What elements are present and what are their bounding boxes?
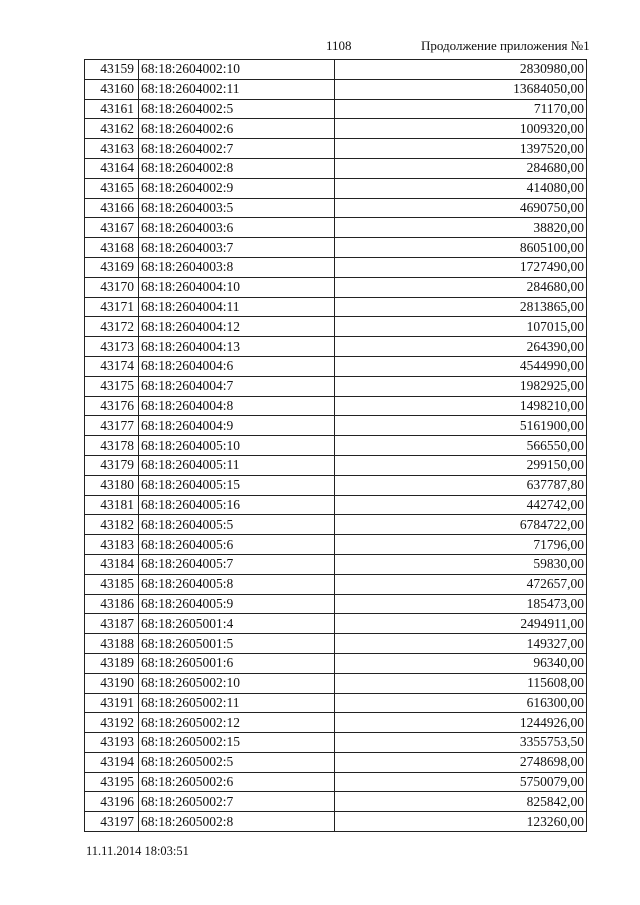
table-row xyxy=(85,673,587,693)
cadastral-value-cell: 264390,00 xyxy=(335,337,587,357)
row-number-cell: 43188 xyxy=(85,634,139,654)
table-row xyxy=(85,436,587,456)
table-row xyxy=(85,594,587,614)
cadastral-number-cell: 68:18:2604005:15 xyxy=(139,475,335,495)
cadastral-number-cell: 68:18:2605001:4 xyxy=(139,614,335,634)
row-number-cell: 43184 xyxy=(85,554,139,574)
row-number-cell: 43163 xyxy=(85,139,139,159)
cadastral-number-cell: 68:18:2604005:8 xyxy=(139,574,335,594)
row-number-cell: 43197 xyxy=(85,812,139,832)
cadastral-value-cell: 414080,00 xyxy=(335,178,587,198)
cadastral-value-cell: 284680,00 xyxy=(335,277,587,297)
cadastral-value-cell: 115608,00 xyxy=(335,673,587,693)
cadastral-value-cell: 3355753,50 xyxy=(335,733,587,753)
cadastral-number-cell: 68:18:2604002:9 xyxy=(139,178,335,198)
print-timestamp: 11.11.2014 18:03:51 xyxy=(86,844,189,858)
table-row xyxy=(85,535,587,555)
table-row xyxy=(85,792,587,812)
cadastral-number-cell: 68:18:2604005:10 xyxy=(139,436,335,456)
cadastral-number-cell: 68:18:2605002:11 xyxy=(139,693,335,713)
row-number-cell: 43171 xyxy=(85,297,139,317)
cadastral-number-cell: 68:18:2604003:8 xyxy=(139,257,335,277)
table-row xyxy=(85,554,587,574)
table-row xyxy=(85,752,587,772)
cadastral-value-cell: 8605100,00 xyxy=(335,238,587,258)
table-row xyxy=(85,376,587,396)
row-number-cell: 43170 xyxy=(85,277,139,297)
cadastral-number-cell: 68:18:2604003:5 xyxy=(139,198,335,218)
row-number-cell: 43183 xyxy=(85,535,139,555)
cadastral-value-cell: 5750079,00 xyxy=(335,772,587,792)
table-row xyxy=(85,634,587,654)
cadastral-value-cell: 825842,00 xyxy=(335,792,587,812)
cadastral-number-cell: 68:18:2604004:11 xyxy=(139,297,335,317)
row-number-cell: 43189 xyxy=(85,653,139,673)
table-body xyxy=(85,60,587,832)
cadastral-value-cell: 442742,00 xyxy=(335,495,587,515)
cadastral-value-cell: 2830980,00 xyxy=(335,60,587,80)
cadastral-number-cell: 68:18:2604004:8 xyxy=(139,396,335,416)
table-row xyxy=(85,218,587,238)
cadastral-value-cell: 59830,00 xyxy=(335,554,587,574)
row-number-cell: 43195 xyxy=(85,772,139,792)
row-number-cell: 43166 xyxy=(85,198,139,218)
row-number-cell: 43165 xyxy=(85,178,139,198)
table-row xyxy=(85,495,587,515)
cadastral-number-cell: 68:18:2604002:6 xyxy=(139,119,335,139)
page-number: 1108 xyxy=(326,38,352,53)
row-number-cell: 43177 xyxy=(85,416,139,436)
cadastral-value-cell: 71170,00 xyxy=(335,99,587,119)
cadastral-value-cell: 566550,00 xyxy=(335,436,587,456)
row-number-cell: 43182 xyxy=(85,515,139,535)
cadastral-value-cell: 1982925,00 xyxy=(335,376,587,396)
cadastral-number-cell: 68:18:2605002:10 xyxy=(139,673,335,693)
row-number-cell: 43187 xyxy=(85,614,139,634)
cadastral-value-cell: 284680,00 xyxy=(335,158,587,178)
cadastral-number-cell: 68:18:2604005:16 xyxy=(139,495,335,515)
cadastral-number-cell: 68:18:2604004:12 xyxy=(139,317,335,337)
cadastral-value-cell: 13684050,00 xyxy=(335,79,587,99)
cadastral-number-cell: 68:18:2604003:6 xyxy=(139,218,335,238)
cadastral-value-cell: 96340,00 xyxy=(335,653,587,673)
table-row xyxy=(85,317,587,337)
cadastral-number-cell: 68:18:2604002:10 xyxy=(139,60,335,80)
cadastral-value-cell: 2494911,00 xyxy=(335,614,587,634)
row-number-cell: 43164 xyxy=(85,158,139,178)
row-number-cell: 43190 xyxy=(85,673,139,693)
cadastral-value-cell: 6784722,00 xyxy=(335,515,587,535)
row-number-cell: 43175 xyxy=(85,376,139,396)
cadastral-value-cell: 472657,00 xyxy=(335,574,587,594)
table-row xyxy=(85,119,587,139)
table-row xyxy=(85,574,587,594)
table-row xyxy=(85,257,587,277)
cadastral-value-cell: 2748698,00 xyxy=(335,752,587,772)
table-row xyxy=(85,416,587,436)
row-number-cell: 43161 xyxy=(85,99,139,119)
cadastral-number-cell: 68:18:2605001:5 xyxy=(139,634,335,654)
row-number-cell: 43193 xyxy=(85,733,139,753)
cadastral-number-cell: 68:18:2604004:13 xyxy=(139,337,335,357)
cadastral-value-cell: 5161900,00 xyxy=(335,416,587,436)
table-row xyxy=(85,277,587,297)
cadastral-value-cell: 149327,00 xyxy=(335,634,587,654)
row-number-cell: 43162 xyxy=(85,119,139,139)
row-number-cell: 43160 xyxy=(85,79,139,99)
cadastral-value-cell: 38820,00 xyxy=(335,218,587,238)
table-row xyxy=(85,515,587,535)
cadastral-number-cell: 68:18:2604004:7 xyxy=(139,376,335,396)
table-row xyxy=(85,198,587,218)
cadastral-number-cell: 68:18:2605001:6 xyxy=(139,653,335,673)
cadastral-number-cell: 68:18:2604005:7 xyxy=(139,554,335,574)
cadastral-number-cell: 68:18:2605002:15 xyxy=(139,733,335,753)
row-number-cell: 43186 xyxy=(85,594,139,614)
table-row xyxy=(85,733,587,753)
table-row xyxy=(85,396,587,416)
row-number-cell: 43181 xyxy=(85,495,139,515)
table-row xyxy=(85,99,587,119)
row-number-cell: 43180 xyxy=(85,475,139,495)
cadastral-value-cell: 1009320,00 xyxy=(335,119,587,139)
row-number-cell: 43174 xyxy=(85,356,139,376)
cadastral-value-cell: 616300,00 xyxy=(335,693,587,713)
cadastral-number-cell: 68:18:2604002:8 xyxy=(139,158,335,178)
cadastral-value-cell: 4544990,00 xyxy=(335,356,587,376)
table-row xyxy=(85,356,587,376)
cadastral-value-cell: 299150,00 xyxy=(335,455,587,475)
table-row xyxy=(85,337,587,357)
cadastral-number-cell: 68:18:2604004:10 xyxy=(139,277,335,297)
cadastral-value-cell: 2813865,00 xyxy=(335,297,587,317)
cadastral-value-cell: 1244926,00 xyxy=(335,713,587,733)
row-number-cell: 43168 xyxy=(85,238,139,258)
table-row xyxy=(85,475,587,495)
row-number-cell: 43159 xyxy=(85,60,139,80)
table-row xyxy=(85,713,587,733)
cadastral-number-cell: 68:18:2604005:9 xyxy=(139,594,335,614)
cadastral-value-cell: 1498210,00 xyxy=(335,396,587,416)
table-row xyxy=(85,297,587,317)
table-row xyxy=(85,812,587,832)
cadastral-value-cell: 71796,00 xyxy=(335,535,587,555)
table-row xyxy=(85,238,587,258)
table-row xyxy=(85,693,587,713)
table-row xyxy=(85,79,587,99)
table-row xyxy=(85,653,587,673)
row-number-cell: 43173 xyxy=(85,337,139,357)
cadastral-number-cell: 68:18:2604004:6 xyxy=(139,356,335,376)
row-number-cell: 43172 xyxy=(85,317,139,337)
cadastral-value-cell: 637787,80 xyxy=(335,475,587,495)
row-number-cell: 43176 xyxy=(85,396,139,416)
table-row xyxy=(85,178,587,198)
cadastral-number-cell: 68:18:2605002:5 xyxy=(139,752,335,772)
row-number-cell: 43191 xyxy=(85,693,139,713)
row-number-cell: 43185 xyxy=(85,574,139,594)
cadastral-value-cell: 1727490,00 xyxy=(335,257,587,277)
row-number-cell: 43192 xyxy=(85,713,139,733)
cadastral-number-cell: 68:18:2604002:11 xyxy=(139,79,335,99)
cadastral-number-cell: 68:18:2604005:11 xyxy=(139,455,335,475)
cadastral-value-cell: 4690750,00 xyxy=(335,198,587,218)
registry-table xyxy=(84,59,587,832)
cadastral-value-cell: 185473,00 xyxy=(335,594,587,614)
row-number-cell: 43179 xyxy=(85,455,139,475)
cadastral-value-cell: 107015,00 xyxy=(335,317,587,337)
cadastral-number-cell: 68:18:2605002:8 xyxy=(139,812,335,832)
cadastral-number-cell: 68:18:2604003:7 xyxy=(139,238,335,258)
cadastral-number-cell: 68:18:2605002:6 xyxy=(139,772,335,792)
cadastral-value-cell: 1397520,00 xyxy=(335,139,587,159)
cadastral-value-cell: 123260,00 xyxy=(335,812,587,832)
table-row xyxy=(85,139,587,159)
table-row xyxy=(85,614,587,634)
cadastral-number-cell: 68:18:2604002:5 xyxy=(139,99,335,119)
cadastral-number-cell: 68:18:2604004:9 xyxy=(139,416,335,436)
cadastral-number-cell: 68:18:2605002:12 xyxy=(139,713,335,733)
row-number-cell: 43196 xyxy=(85,792,139,812)
continuation-title: Продолжение приложения №1 xyxy=(421,38,590,53)
cadastral-number-cell: 68:18:2604005:5 xyxy=(139,515,335,535)
cadastral-number-cell: 68:18:2604002:7 xyxy=(139,139,335,159)
row-number-cell: 43167 xyxy=(85,218,139,238)
table-row xyxy=(85,158,587,178)
table-row xyxy=(85,455,587,475)
row-number-cell: 43169 xyxy=(85,257,139,277)
table-row xyxy=(85,60,587,80)
table-row xyxy=(85,772,587,792)
row-number-cell: 43178 xyxy=(85,436,139,456)
row-number-cell: 43194 xyxy=(85,752,139,772)
cadastral-number-cell: 68:18:2605002:7 xyxy=(139,792,335,812)
cadastral-number-cell: 68:18:2604005:6 xyxy=(139,535,335,555)
